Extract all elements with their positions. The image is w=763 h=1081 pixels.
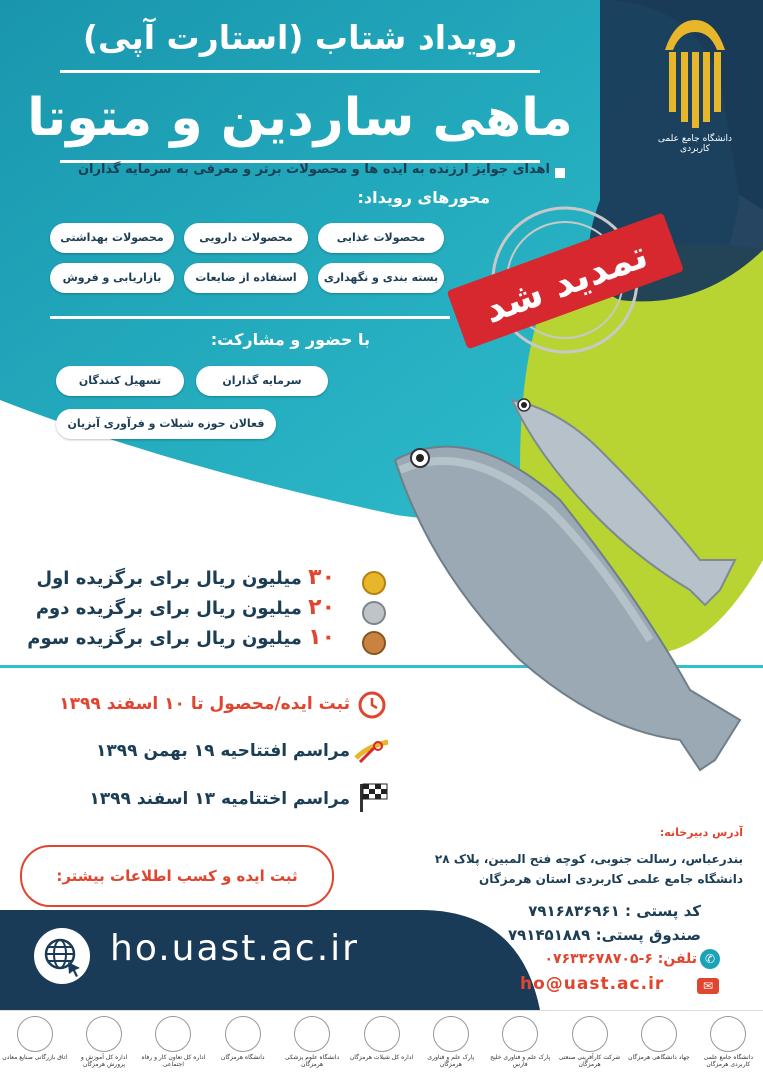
navy-square-logo-icon — [225, 1016, 261, 1052]
checkered-flag-icon — [356, 782, 388, 812]
university-logo-caption: دانشگاه جامع علمی کاربردی — [657, 134, 733, 154]
prize-third — [0, 625, 335, 650]
extended-stamp — [440, 200, 690, 360]
address-line2: دانشگاه جامع علمی کاربردی استان هرمزگان — [479, 872, 743, 886]
title-divider — [60, 70, 540, 73]
globe-logo-icon — [17, 1016, 53, 1052]
event-subtitle: اهدای جوایز ارزنده به ایده ها و محصولات برتر و معرفی به سرمایه گذاران — [77, 162, 550, 177]
schedule-item-registration: ثبت ایده/محصول تا ۱۰ اسفند ۱۳۹۹ — [59, 694, 350, 714]
sponsor-caption: اداره کل تعاون کار و رفاه اجتماعی — [141, 1054, 206, 1068]
iran-map-logo-icon — [572, 1016, 608, 1052]
sponsor-caption: اداره کل شیلات هرمزگان — [349, 1054, 414, 1061]
prize-text: میلیون ریال برای برگزیده دوم — [35, 598, 302, 619]
sponsor-caption: دانشگاه هرمزگان — [220, 1054, 265, 1061]
clock-icon — [357, 690, 387, 720]
event-title-line2: ماهی ساردین و متوتا — [27, 88, 573, 148]
prize-first — [0, 565, 335, 590]
sponsor-caption: اداره کل آموزش و پرورش هرمزگان — [80, 1054, 128, 1068]
prize-amount: ۲۰ — [308, 595, 335, 620]
uast-crown-icon — [655, 20, 735, 130]
participant-pill: تسهیل کنندگان — [56, 366, 184, 396]
event-title-line1: رویداد شتاب (استارت آپی) — [82, 18, 518, 57]
sponsor-caption: دانشگاه جامع علمی کاربردی هرمزگان — [703, 1054, 754, 1068]
schedule-item-closing: مراسم اختتامیه ۱۳ اسفند ۱۳۹۹ — [89, 789, 350, 809]
stamp-text: تمدید شد — [478, 232, 654, 332]
sponsor-caption: پارک علم و فناوری هرمزگان — [427, 1054, 475, 1068]
axis-pill: محصولات دارویی — [184, 223, 308, 253]
po-box: صندوق پستی: ۷۹۱۴۵۱۸۸۹ — [507, 926, 701, 944]
prize-text: میلیون ریال برای برگزیده اول — [36, 568, 302, 589]
address-title: آدرس دبیرخانه: — [659, 826, 743, 839]
globe-cursor-icon — [34, 928, 90, 984]
prize-second — [0, 595, 335, 620]
swirl-logo-icon — [433, 1016, 469, 1052]
sponsor-caption: دانشگاه علوم پزشکی هرمزگان — [285, 1054, 340, 1068]
website-url[interactable]: ho.uast.ac.ir — [110, 928, 359, 969]
jahad-keshavarzi-logo-icon — [364, 1016, 400, 1052]
participant-pill: فعالان حوزه شیلات و فرآوری آبزیان — [56, 409, 276, 439]
postal-code: کد پستی : ۷۹۱۶۸۳۶۹۶۱ — [528, 902, 701, 920]
bronze-medal-icon — [362, 631, 386, 655]
prize-text: میلیون ریال برای برگزیده سوم — [27, 628, 302, 649]
ribbon-scissors-icon — [354, 736, 390, 766]
participation-title: با حضور و مشارکت: — [210, 330, 370, 349]
register-cta-button[interactable]: ثبت ایده و کسب اطلاعات بیشتر: — [20, 845, 334, 907]
email-address[interactable]: ho@uast.ac.ir — [520, 974, 665, 994]
phone-number[interactable]: تلفن: ۶-۰۷۶۳۳۶۷۸۷۰۵ — [544, 951, 697, 967]
prize-amount: ۳۰ — [308, 565, 335, 590]
sponsor-caption: پارک علم و فناوری خلیج فارس — [490, 1054, 551, 1068]
gold-medal-icon — [362, 571, 386, 595]
phone-icon: ✆ — [700, 949, 720, 969]
axis-pill: بسته بندی و نگهداری — [318, 263, 444, 293]
participant-pill: سرمایه گذاران — [196, 366, 328, 396]
prize-amount: ۱۰ — [308, 625, 335, 650]
axis-pill: بازاریابی و فروش — [50, 263, 174, 293]
jahad-logo-icon — [641, 1016, 677, 1052]
mail-icon: ✉ — [697, 978, 719, 994]
subtitle-bullet — [555, 168, 565, 178]
axis-pill: محصولات غذایی — [318, 223, 444, 253]
silver-medal-icon — [362, 601, 386, 625]
university-logo — [655, 20, 735, 170]
iran-emblem-icon — [86, 1016, 122, 1052]
axes-title: محورهای رویداد: — [357, 188, 490, 207]
blue-circle-logo-icon — [502, 1016, 538, 1052]
book-logo-icon — [294, 1016, 330, 1052]
axis-pill: استفاده از ضایعات — [184, 263, 308, 293]
axis-pill: محصولات بهداشتی — [50, 223, 174, 253]
sponsor-caption: اتاق بازرگانی صنایع معادن — [2, 1054, 68, 1061]
sponsor-caption: جهاد دانشگاهی هرمزگان — [628, 1054, 690, 1061]
sponsor-caption: شرکت کارآفرینی صنعتی هرمزگان — [558, 1054, 621, 1068]
schedule-item-opening: مراسم افتتاحیه ۱۹ بهمن ۱۳۹۹ — [96, 741, 350, 761]
section-divider — [50, 316, 450, 319]
address-line1: بندرعباس، رسالت جنوبی، کوچه فتح المبین، پلاک ۲۸ — [434, 852, 743, 866]
